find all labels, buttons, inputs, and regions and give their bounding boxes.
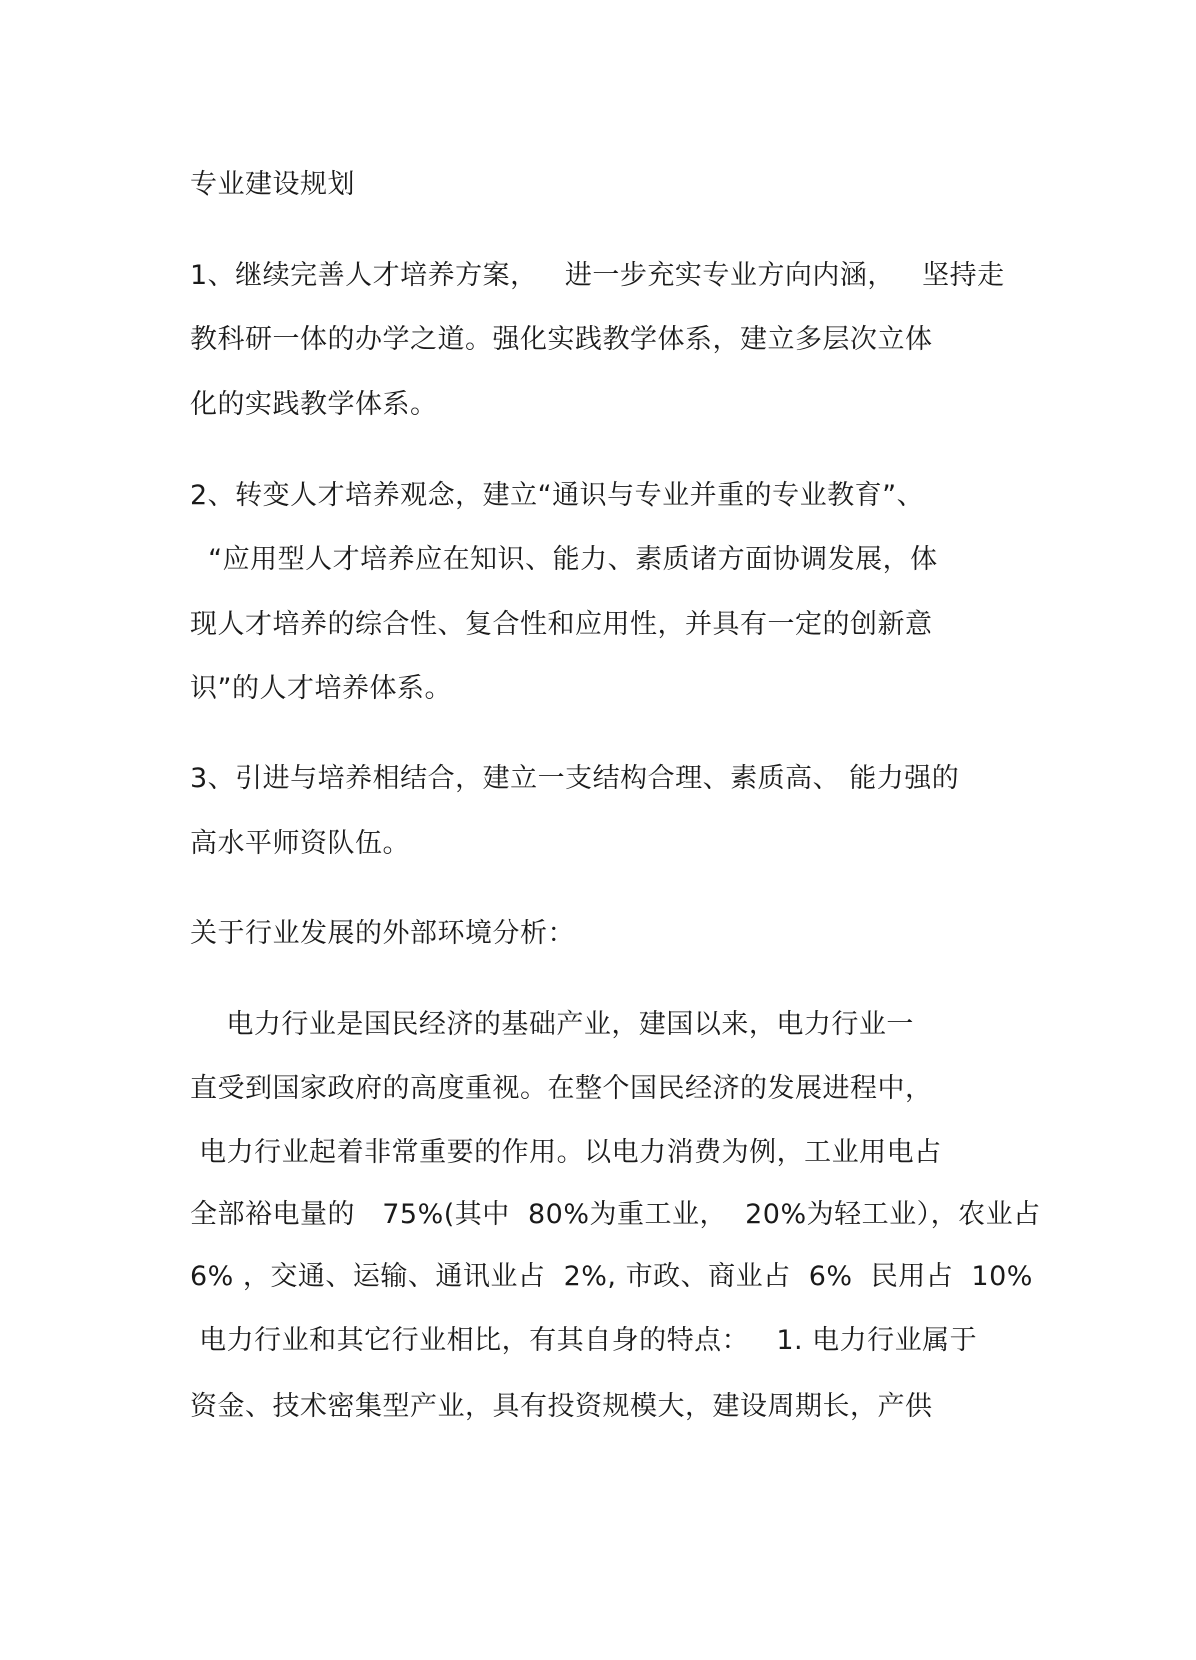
paragraph-line: 现人才培养的综合性、复合性和应用性，并具有一定的创新意 (190, 609, 933, 640)
section-heading: 关于行业发展的外部环境分析： (190, 918, 575, 949)
paragraph-line: 高水平师资队伍。 (190, 828, 410, 859)
paragraph-line: 电力行业和其它行业相比，有其自身的特点： 1. 电力行业属于 (190, 1325, 978, 1356)
paragraph-line: 识”的人才培养体系。 (190, 673, 452, 704)
paragraph-line: 全部裕电量的 75%(其中 80%为重工业， 20%为轻工业），农业占 (190, 1199, 1041, 1230)
paragraph-line: 1、继续完善人才培养方案， 进一步充实专业方向内涵， 坚持走 (190, 260, 1005, 291)
paragraph-line: 电力行业起着非常重要的作用。以电力消费为例，工业用电占 (190, 1137, 942, 1168)
paragraph-line: 6% ，交通、运输、通讯业占 2%, 市政、商业占 6% 民用占 10% (190, 1261, 1033, 1292)
paragraph-line: 电力行业是国民经济的基础产业，建国以来，电力行业一 (190, 1009, 914, 1040)
paragraph-line: 化的实践教学体系。 (190, 389, 438, 420)
paragraph-line: 2、转变人才培养观念，建立“通识与专业并重的专业教育”、 (190, 480, 925, 511)
paragraph-line: 教科研一体的办学之道。强化实践教学体系，建立多层次立体 (190, 324, 933, 355)
paragraph-line: 3、引进与培养相结合，建立一支结构合理、素质高、 能力强的 (190, 763, 960, 794)
paragraph-line: “应用型人才培养应在知识、能力、素质诸方面协调发展，体 (190, 544, 938, 575)
paragraph-line: 直受到国家政府的高度重视。在整个国民经济的发展进程中， (190, 1073, 933, 1104)
paragraph-line: 资金、技术密集型产业，具有投资规模大，建设周期长，产供 (190, 1391, 933, 1422)
section-title: 专业建设规划 (190, 169, 355, 200)
